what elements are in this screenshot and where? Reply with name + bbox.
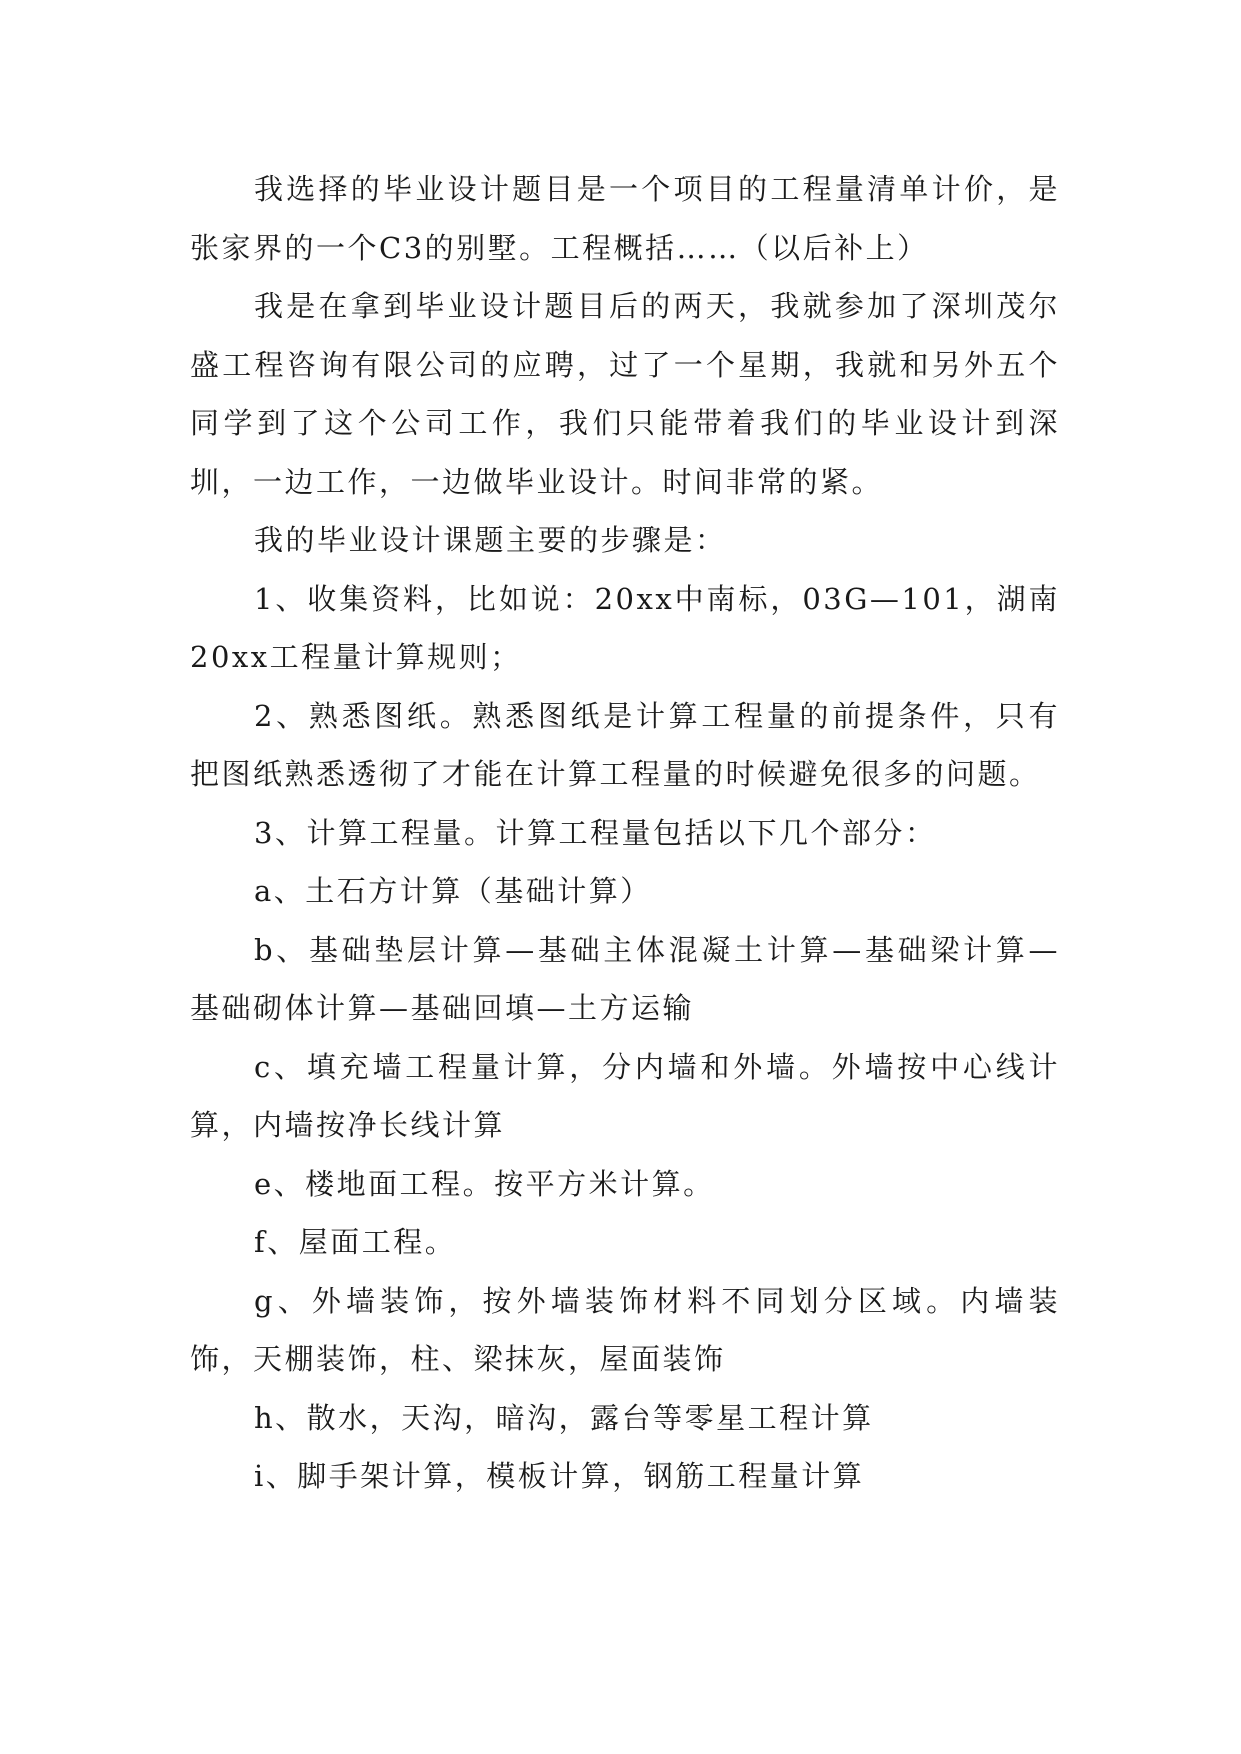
sub-item-c: c、填充墙工程量计算，分内墙和外墙。外墙按中心线计算，内墙按净长线计算	[190, 1049, 1060, 1142]
document-body	[190, 160, 1060, 1506]
paragraph-intro: 我选择的毕业设计题目是一个项目的工程量清单计价，是张家界的一个C3的别墅。工程概括……（以后补上）	[190, 172, 1060, 265]
paragraph-steps-intro: 我的毕业设计课题主要的步骤是：	[254, 523, 727, 557]
sub-item-i: i、脚手架计算，模板计算，钢筋工程量计算	[254, 1459, 865, 1493]
sub-item-e: e、楼地面工程。按平方米计算。	[254, 1166, 715, 1201]
sub-item-g: g、外墙装饰，按外墙装饰材料不同划分区域。内墙装饰，天棚装饰，柱、梁抹灰，屋面装饰	[190, 1283, 1060, 1376]
paragraph-job: 我是在拿到毕业设计题目后的两天，我就参加了深圳茂尔盛工程咨询有限公司的应聘，过了一个星期，我就和另外五个同学到了这个公司工作，我们只能带着我们的毕业设计到深圳，一边工作，一边做毕业设计。时间非常的紧。	[190, 289, 1060, 499]
sub-item-b: b、基础垫层计算—基础主体混凝土计算—基础梁计算—基础砌体计算—基础回填—土方运输	[190, 932, 1060, 1025]
step-3-item: 3、计算工程量。计算工程量包括以下几个部分：	[254, 815, 937, 850]
step-1-item: 1、收集资料，比如说：20xx中南标，03G—101，湖南20xx工程量计算规则；	[190, 581, 1060, 674]
sub-item-h: h、散水，天沟，暗沟，露台等零星工程计算	[254, 1400, 874, 1435]
sub-item-f: f、屋面工程。	[254, 1225, 457, 1259]
sub-item-a: a、土石方计算（基础计算）	[254, 874, 652, 908]
step-2-item: 2、熟悉图纸。熟悉图纸是计算工程量的前提条件，只有把图纸熟悉透彻了才能在计算工程量的时候避免很多的问题。	[190, 698, 1060, 791]
